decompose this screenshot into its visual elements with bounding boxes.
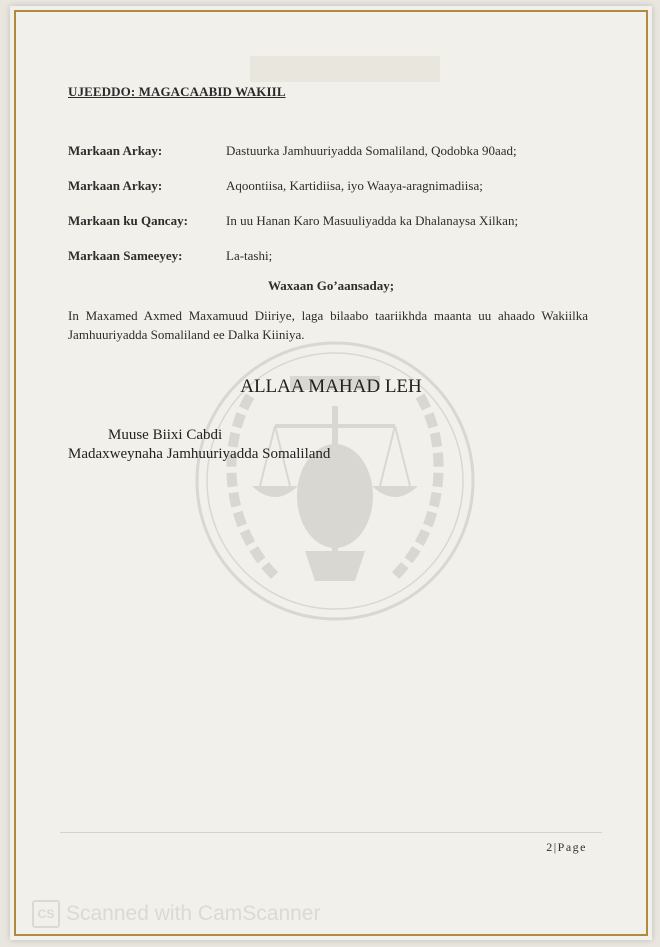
decision-text: In Maxamed Axmed Maxamuud Diiriye, laga bilaabo taariikhda maanta uu ahaado Wakiilka Jamhuuriyadda Somaliland ee Dalka Kiiniya. — [68, 308, 588, 342]
page-number: 2|Page — [546, 840, 587, 854]
document-page — [10, 6, 652, 940]
recital-label: Markaan ku Qancay: — [68, 213, 188, 228]
recital-value: La-tashi; — [226, 248, 273, 263]
recital-value: In uu Hanan Karo Masuuliyadda ka Dhalanaysa Xilkan; — [226, 213, 519, 228]
recital-value: Aqoontiisa, Kartidiisa, iyo Waaya-aragnimadiisa; — [226, 178, 483, 193]
document-subject: UJEEDDO: MAGACAABID WAKIIL — [68, 84, 286, 99]
recital-value: Dastuurka Jamhuuriyadda Somaliland, Qodobka 90aad; — [226, 143, 517, 158]
footer-divider — [60, 832, 602, 833]
recital-label: Markaan Sameeyey: — [68, 248, 183, 263]
signatory-title: Madaxweynaha Jamhuuriyadda Somaliland — [68, 446, 331, 462]
recital-label: Markaan Arkay: — [68, 143, 163, 158]
closing-phrase: ALLAA MAHAD LEH — [240, 376, 422, 397]
scanner-watermark — [32, 901, 320, 927]
camscanner-logo-icon: CS — [32, 900, 60, 928]
recital-label: Markaan Arkay: — [68, 178, 163, 193]
scanner-watermark-text: Scanned with CamScanner — [66, 902, 321, 925]
decided-heading: Waxaan Go’aansaday; — [267, 278, 395, 293]
signatory-name: Muuse Biixi Cabdi — [108, 427, 223, 443]
